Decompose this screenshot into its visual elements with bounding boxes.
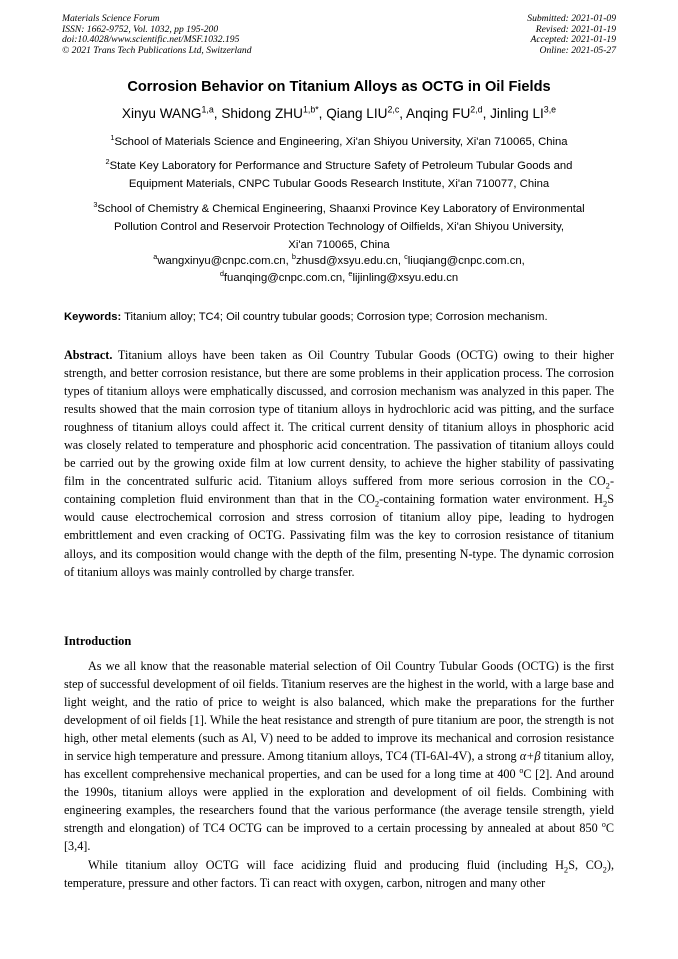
affiliation-3: $^3$School of Chemistry & Chemical Engineering, Shaanxi Province Key Laboratory of Environmental Pollution Control and Reservoir Protection Technology of Oilfields, Xi'an Shiyou University, Xi'an 710065, China [93,200,585,251]
submitted-date: Submitted: 2021-01-09 [527,13,616,24]
abstract-label: Abstract. [64,348,113,362]
author: Shidong $ZHU^{1,b*}$ [221,104,319,121]
online-date: Online: 2021-05-27 [539,44,616,56]
copyright: © 2021 Trans Tech Publications Ltd, Switzerland [62,44,252,56]
affiliation-1: $^1$School of Materials Science and Engineering, Xi'an Shiyou University, Xi'an 710065, China [110,133,568,148]
author: Qiang LIU$^{2,c}$ [326,104,400,121]
email[interactable]: $^a$wangxinyu@cnpc.com.cn [153,252,286,267]
email-list: $^a$wangxinyu@cnpc.com.cn, $^b$zhusd@xsyu.edu.cn, $^c$liuqiang@cnpc.com.cn, $^d$fuanqing@cnpc.com.cn, $^e$lijinling@xsyu.edu.cn [153,252,525,284]
keywords [64,311,624,323]
author: Xinyu WANG$^{1,a}$ [121,104,214,121]
email[interactable]: $^e$lijinling@xsyu.edu.cn [348,269,459,284]
doi: doi:10.4028/www.scientific.net/MSF.1032.195 [62,34,240,46]
revised-date: Revised: 2021-01-19 [535,23,616,35]
author: Anqing FU$^{2,d}$ [406,104,483,121]
abstract: Abstract. Titanium alloys have been taken as Oil Country Tubular Goods (OCTG) owing to their higher strength, and better corrosion resistance, but there are some problems in their application process. The corrosion types of titanium alloys were emphatically discussed, and corrosion mechanism was analyzed in this paper. The results showed that the main corrosion type of titanium alloys in hydrochloric acid was pitting, and the surface roughness of titanium alloys could affect it. The critical current density of titanium alloys in phosphoric acid was closely related to temperature and phosphoric acid concentration. The passivation of titanium alloys could be carried out by the growing oxide film at low current density, to achieve the higher stability of passivating film in the concentrated sulfuric acid. Titanium alloys suffered from more serious corrosion in the $CO_2$-containing completion fluid environment than that in the $CO_2$-containing formation water environment. $H_2S$ would cause electrochemical corrosion and stress corrosion of titanium alloy pipe, leading to hydrogen embrittlement and even cracking of OCTG. Passivating film was the key to corrosion resistance of titanium alloys, and its composition would change with the depth of the film, presenting N-type. The dynamic corrosion of titanium alloys was mainly controlled by charge transfer. [64,348,614,579]
paragraph: While titanium alloy OCTG will face acidizing fluid and producing fluid (including $H_2S$, $CO_2$), temperature, pressure and other factors. Ti can react with oxygen, carbon, nitrogen and many other [64,857,614,890]
keywords-text: Titanium alloy; TC4; Oil country tubular goods; Corrosion type; Corrosion mechanism. [124,311,548,323]
affiliation-2: $^2$State Key Laboratory for Performance and Structure Safety of Petroleum Tubular Goods and Equipment Materials, CNPC Tubular Goods Research Institute, Xi'an 710077, China [105,157,573,190]
email[interactable]: $^b$zhusd@xsyu.edu.cn [291,252,398,267]
issn: ISSN: 1662-9752, Vol. 1032, pp 195-200 [62,23,219,35]
author: Jinling LI$^{3,e}$ [490,104,557,121]
dates-info [527,14,616,56]
journal-info [62,14,252,56]
introduction-body [64,657,614,892]
email[interactable]: $^c$liuqiang@cnpc.com.cn [404,252,522,267]
paragraph: As we all know that the reasonable material selection of Oil Country Tubular Goods (OCTG) is the first step of successful development of oil fields. Titanium reserves are the highest in the world, with a large base and light weight, and the ratio of price to weight is also balanced, which make the preparations for the further development of oil fields [1]. While the heat resistance and strength of pure titanium are poor, the strength is not high, other metal elements (such as Al, V) need to be added to improve its mechanical and corrosion resistance in service high temperature and pressure. Among titanium alloys, TC4 (TI-6Al-4V), a strong α+β titanium alloy, has excellent comprehensive mechanical properties, and can be used for a long time at 400 $^o$C [2]. And around the 1990s, titanium alloys were applied in the exploration and development of oil fields. Combining with engineering examples, the researchers found that the various performance (the average tensile strength, yield strength and elongation) of TC4 OCTG can be improved to a certain processing by annealed at about 850 $^o$C [3,4]. [64,659,614,854]
author-list: Xinyu WANG$^{1,a}$, Shidong $ZHU^{1,b*}$, Qiang LIU$^{2,c}$, Anqing FU$^{2,d}$, Jinling LI$^{3,e}$ [121,104,557,121]
accepted-date: Accepted: 2021-01-19 [530,34,616,46]
email[interactable]: $^d$fuanqing@cnpc.com.cn [219,269,343,284]
section-heading-introduction: Introduction [64,634,132,648]
paper-title: Corrosion Behavior on Titanium Alloys as OCTG in Oil Fields [127,79,551,95]
journal-name: Materials Science Forum [62,13,160,24]
keywords-label: Keywords: [64,311,122,323]
